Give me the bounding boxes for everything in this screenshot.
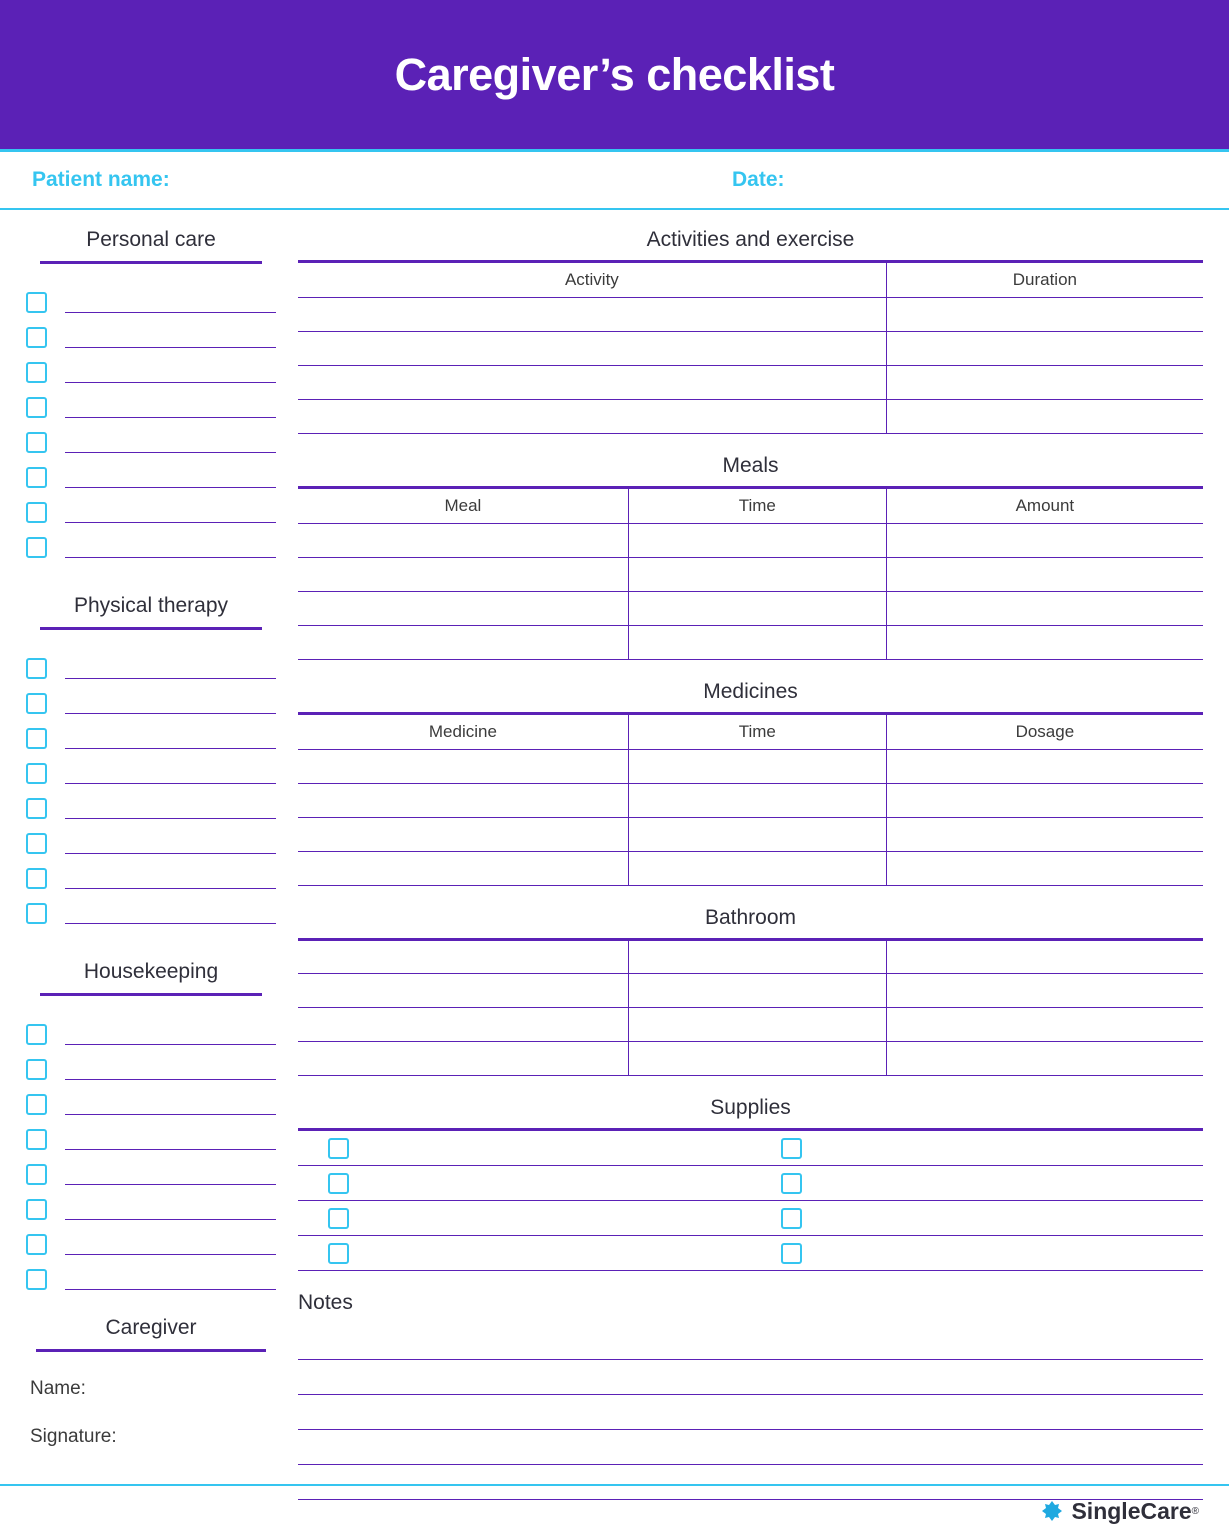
- checkbox-icon[interactable]: [26, 397, 47, 418]
- page-title: Caregiver’s checklist: [394, 48, 835, 100]
- personal-care-title: Personal care: [40, 228, 262, 264]
- cell-time[interactable]: [628, 524, 886, 558]
- write-in-line[interactable]: [65, 1021, 276, 1045]
- table-row[interactable]: [298, 1042, 1203, 1076]
- cell-bathroom-3[interactable]: [886, 1008, 1203, 1042]
- write-in-line[interactable]: [65, 534, 276, 558]
- bathroom-title: Bathroom: [704, 906, 797, 929]
- checkbox-icon[interactable]: [26, 292, 47, 313]
- spacer: [26, 924, 276, 960]
- cell-activity[interactable]: [298, 332, 886, 366]
- left-column: [26, 228, 284, 1520]
- checkbox-icon[interactable]: [26, 903, 47, 924]
- checkbox-icon[interactable]: [26, 798, 47, 819]
- cell-dosage[interactable]: [886, 750, 1203, 784]
- list-item[interactable]: [26, 1045, 276, 1080]
- table-row[interactable]: [298, 750, 1203, 784]
- list-item[interactable]: [26, 1255, 276, 1290]
- table-row[interactable]: [298, 784, 1203, 818]
- write-in-line[interactable]: [65, 324, 276, 348]
- spacer: [26, 558, 276, 594]
- checkbox-icon[interactable]: [26, 327, 47, 348]
- cell-bathroom-1[interactable]: [298, 1008, 628, 1042]
- checkbox-icon[interactable]: [26, 467, 47, 488]
- write-in-line[interactable]: [65, 499, 276, 523]
- bathroom-section: [298, 906, 1203, 1076]
- cell-amount[interactable]: [886, 626, 1203, 660]
- list-item[interactable]: [26, 679, 276, 714]
- cell-bathroom-3[interactable]: [886, 940, 1203, 974]
- physical-therapy-section: [26, 594, 276, 924]
- table-row[interactable]: [298, 524, 1203, 558]
- checkbox-icon[interactable]: [781, 1138, 802, 1159]
- cell-medicine[interactable]: [298, 852, 628, 886]
- write-in-line[interactable]: [65, 830, 276, 854]
- checkbox-icon[interactable]: [26, 693, 47, 714]
- cell-medicine[interactable]: [298, 818, 628, 852]
- write-in-line[interactable]: [65, 464, 276, 488]
- supplies-row: [298, 1166, 1203, 1201]
- supply-item[interactable]: [751, 1131, 1204, 1166]
- personal-care-section: [26, 228, 276, 558]
- notes-line[interactable]: [298, 1325, 1203, 1360]
- table-row[interactable]: [298, 974, 1203, 1008]
- cell-duration[interactable]: [886, 298, 1203, 332]
- checkbox-icon[interactable]: [26, 1129, 47, 1150]
- checkbox-icon[interactable]: [781, 1173, 802, 1194]
- write-in-line[interactable]: [65, 865, 276, 889]
- supplies-row: [298, 1131, 1203, 1166]
- cell-amount[interactable]: [886, 524, 1203, 558]
- checkbox-icon[interactable]: [26, 1024, 47, 1045]
- table-row[interactable]: [298, 940, 1203, 974]
- supplies-row: [298, 1201, 1203, 1236]
- cell-time[interactable]: [628, 592, 886, 626]
- supplies-grid: [298, 1128, 1203, 1271]
- supplies-title: Supplies: [710, 1096, 791, 1119]
- checkbox-icon[interactable]: [328, 1243, 349, 1264]
- checkbox-icon[interactable]: [781, 1243, 802, 1264]
- meta-row: [0, 152, 1229, 210]
- cell-bathroom-1[interactable]: [298, 974, 628, 1008]
- list-item[interactable]: [26, 1150, 276, 1185]
- medicines-table: [298, 712, 1203, 886]
- checkbox-icon[interactable]: [26, 763, 47, 784]
- housekeeping-list: [26, 1010, 276, 1290]
- medicines-section: [298, 680, 1203, 886]
- physical-therapy-list: [26, 644, 276, 924]
- cell-bathroom-2[interactable]: [628, 1008, 886, 1042]
- write-in-line[interactable]: [65, 1231, 276, 1255]
- write-in-line[interactable]: [65, 655, 276, 679]
- checkbox-icon[interactable]: [26, 1164, 47, 1185]
- checkbox-icon[interactable]: [328, 1173, 349, 1194]
- table-row[interactable]: [298, 332, 1203, 366]
- list-item[interactable]: [26, 453, 276, 488]
- housekeeping-title: Housekeeping: [40, 960, 262, 996]
- checkbox-icon[interactable]: [26, 868, 47, 889]
- cell-activity[interactable]: [298, 400, 886, 434]
- bathroom-table: [298, 938, 1203, 1076]
- list-item[interactable]: [26, 348, 276, 383]
- meals-table: [298, 486, 1203, 660]
- table-row[interactable]: [298, 626, 1203, 660]
- supply-item[interactable]: [751, 1201, 1204, 1236]
- cell-dosage[interactable]: [886, 852, 1203, 886]
- write-in-line[interactable]: [65, 359, 276, 383]
- activities-section: [298, 228, 1203, 434]
- list-item[interactable]: [26, 644, 276, 679]
- physical-therapy-title: Physical therapy: [40, 594, 262, 630]
- list-item[interactable]: [26, 523, 276, 558]
- list-item[interactable]: [26, 418, 276, 453]
- personal-care-list: [26, 278, 276, 558]
- cell-duration[interactable]: [886, 332, 1203, 366]
- write-in-line[interactable]: [65, 1161, 276, 1185]
- activities-table: [298, 260, 1203, 434]
- cell-duration[interactable]: [886, 366, 1203, 400]
- caregiver-title: Caregiver: [36, 1316, 266, 1352]
- checkbox-icon[interactable]: [26, 1269, 47, 1290]
- patient-name-label: Patient name:: [32, 168, 170, 191]
- write-in-line[interactable]: [65, 1266, 276, 1290]
- list-item[interactable]: [26, 1220, 276, 1255]
- supply-item[interactable]: [751, 1166, 1204, 1201]
- list-item[interactable]: [26, 819, 276, 854]
- table-row[interactable]: [298, 558, 1203, 592]
- meals-section: [298, 454, 1203, 660]
- write-in-line[interactable]: [65, 1126, 276, 1150]
- notes-line[interactable]: [298, 1430, 1203, 1465]
- list-item[interactable]: [26, 854, 276, 889]
- cell-time[interactable]: [628, 818, 886, 852]
- list-item[interactable]: [26, 1080, 276, 1115]
- cell-bathroom-2[interactable]: [628, 974, 886, 1008]
- meals-title: Meals: [722, 454, 779, 477]
- cell-medicine[interactable]: [298, 784, 628, 818]
- table-row[interactable]: [298, 400, 1203, 434]
- cell-meal[interactable]: [298, 558, 628, 592]
- checkbox-icon[interactable]: [26, 658, 47, 679]
- supply-item[interactable]: [298, 1236, 751, 1271]
- cell-meal[interactable]: [298, 592, 628, 626]
- cell-activity[interactable]: [298, 366, 886, 400]
- supplies-section: [298, 1096, 1203, 1271]
- table-header-row: [298, 488, 1203, 524]
- write-in-line[interactable]: [65, 1091, 276, 1115]
- write-in-line[interactable]: [65, 760, 276, 784]
- cell-dosage[interactable]: [886, 784, 1203, 818]
- table-row[interactable]: [298, 366, 1203, 400]
- spacer: [26, 1290, 276, 1316]
- caregiver-signature-label: Signature:: [30, 1426, 117, 1447]
- checkbox-icon[interactable]: [26, 502, 47, 523]
- write-in-line[interactable]: [65, 795, 276, 819]
- supplies-row: [298, 1236, 1203, 1271]
- list-item[interactable]: [26, 889, 276, 924]
- list-item[interactable]: [26, 1185, 276, 1220]
- list-item[interactable]: [26, 313, 276, 348]
- table-row[interactable]: [298, 852, 1203, 886]
- housekeeping-section: [26, 960, 276, 1290]
- list-item[interactable]: [26, 383, 276, 418]
- cell-time[interactable]: [628, 626, 886, 660]
- brand-name: SingleCare: [1071, 1497, 1192, 1524]
- list-item[interactable]: [26, 714, 276, 749]
- table-row[interactable]: [298, 592, 1203, 626]
- column-header: Amount: [886, 488, 1203, 524]
- cell-bathroom-1[interactable]: [298, 940, 628, 974]
- checkbox-icon[interactable]: [26, 537, 47, 558]
- cell-bathroom-2[interactable]: [628, 1042, 886, 1076]
- checkbox-icon[interactable]: [328, 1208, 349, 1229]
- list-item[interactable]: [26, 784, 276, 819]
- cell-medicine[interactable]: [298, 750, 628, 784]
- supply-item[interactable]: [298, 1201, 751, 1236]
- cell-amount[interactable]: [886, 558, 1203, 592]
- cell-duration[interactable]: [886, 400, 1203, 434]
- checkbox-icon[interactable]: [781, 1208, 802, 1229]
- list-item[interactable]: [26, 1010, 276, 1045]
- supply-item[interactable]: [298, 1166, 751, 1201]
- cell-amount[interactable]: [886, 592, 1203, 626]
- cell-bathroom-2[interactable]: [628, 940, 886, 974]
- write-in-line[interactable]: [65, 394, 276, 418]
- column-header: Duration: [886, 262, 1203, 298]
- form-body: [0, 210, 1229, 1520]
- page-footer: [0, 1484, 1229, 1536]
- write-in-line[interactable]: [65, 690, 276, 714]
- column-header: Meal: [298, 488, 628, 524]
- checkbox-icon[interactable]: [26, 362, 47, 383]
- page-header: [0, 0, 1229, 152]
- cell-meal[interactable]: [298, 524, 628, 558]
- activities-title: Activities and exercise: [646, 228, 855, 251]
- date-label: Date:: [732, 168, 785, 191]
- checkbox-icon[interactable]: [26, 1199, 47, 1220]
- cell-time[interactable]: [628, 784, 886, 818]
- supply-item[interactable]: [298, 1131, 751, 1166]
- cell-time[interactable]: [628, 558, 886, 592]
- column-header: Dosage: [886, 714, 1203, 750]
- checkbox-icon[interactable]: [26, 1234, 47, 1255]
- checkbox-icon[interactable]: [26, 1094, 47, 1115]
- checkbox-icon[interactable]: [26, 1059, 47, 1080]
- supply-item[interactable]: [751, 1236, 1204, 1271]
- list-item[interactable]: [26, 278, 276, 313]
- write-in-line[interactable]: [65, 289, 276, 313]
- right-column: [284, 228, 1203, 1520]
- column-header: Activity: [298, 262, 886, 298]
- write-in-line[interactable]: [65, 725, 276, 749]
- notes-line[interactable]: [298, 1360, 1203, 1395]
- cell-activity[interactable]: [298, 298, 886, 332]
- brand-logo: [1041, 1498, 1199, 1525]
- table-header-row: [298, 262, 1203, 298]
- cell-bathroom-3[interactable]: [886, 1042, 1203, 1076]
- list-item[interactable]: [26, 488, 276, 523]
- medicines-title: Medicines: [703, 680, 798, 703]
- column-header: Medicine: [298, 714, 628, 750]
- checkbox-icon[interactable]: [26, 728, 47, 749]
- column-header: Time: [628, 714, 886, 750]
- table-row[interactable]: [298, 818, 1203, 852]
- brand-trademark: ®: [1191, 1505, 1199, 1517]
- cell-time[interactable]: [628, 750, 886, 784]
- write-in-line[interactable]: [65, 1056, 276, 1080]
- cell-dosage[interactable]: [886, 818, 1203, 852]
- cell-bathroom-1[interactable]: [298, 1042, 628, 1076]
- table-row[interactable]: [298, 298, 1203, 332]
- write-in-line[interactable]: [65, 1196, 276, 1220]
- list-item[interactable]: [26, 1115, 276, 1150]
- caregiver-section: [26, 1316, 276, 1448]
- notes-section: [298, 1291, 1203, 1500]
- cell-bathroom-3[interactable]: [886, 974, 1203, 1008]
- table-row[interactable]: [298, 1008, 1203, 1042]
- notes-title: Notes: [298, 1291, 353, 1314]
- singlecare-logo-icon: [1041, 1500, 1063, 1522]
- checkbox-icon[interactable]: [26, 432, 47, 453]
- caregiver-name-label: Name:: [30, 1378, 86, 1399]
- write-in-line[interactable]: [65, 429, 276, 453]
- cell-time[interactable]: [628, 852, 886, 886]
- list-item[interactable]: [26, 749, 276, 784]
- checkbox-icon[interactable]: [26, 833, 47, 854]
- notes-line[interactable]: [298, 1395, 1203, 1430]
- checkbox-icon[interactable]: [328, 1138, 349, 1159]
- cell-meal[interactable]: [298, 626, 628, 660]
- column-header: Time: [628, 488, 886, 524]
- table-header-row: [298, 714, 1203, 750]
- write-in-line[interactable]: [65, 900, 276, 924]
